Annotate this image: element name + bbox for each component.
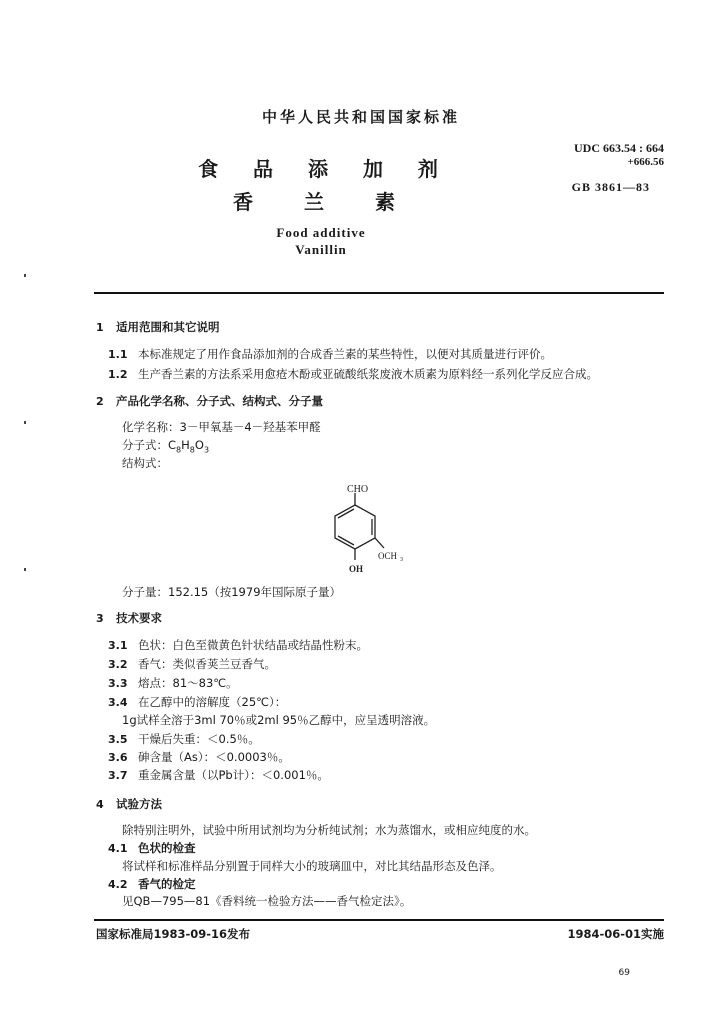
- chemical-name: 化学名称：3－甲氧基－4－羟基苯甲醛: [122, 420, 321, 434]
- clause-text: 在乙醇中的溶解度（25℃）：: [138, 695, 287, 709]
- formula-subscript: 8: [189, 445, 195, 455]
- structure-label: 结构式：: [122, 456, 168, 470]
- clause-4-1-heading: [108, 840, 196, 856]
- clause-text: 色状：白色至微黄色针状结晶或结晶性粉末。: [138, 638, 368, 652]
- formula-label: 分子式：: [122, 438, 168, 452]
- section-4-heading: [96, 796, 162, 812]
- clause-text: 生产香兰素的方法系采用愈疮木酚或亚硫酸纸浆废液木质素为原料经一系列化学反应合成。: [138, 367, 598, 381]
- benzene-ring: [335, 493, 384, 560]
- clause-text: 香气：类似香荚兰豆香气。: [138, 657, 276, 671]
- clause-4-2-heading: [108, 876, 196, 892]
- section-title: 技术要求: [116, 611, 162, 625]
- clause-number: 3.2: [108, 658, 128, 671]
- top-divider: [94, 292, 664, 294]
- clause-text: 熔点：81～83℃。: [138, 676, 238, 690]
- section-number: 4: [96, 798, 104, 811]
- clause-number: 3.3: [108, 677, 128, 690]
- section-number: 1: [96, 321, 104, 334]
- formula-element: C: [168, 438, 177, 452]
- aldehyde-group: CHO: [347, 484, 369, 495]
- scan-speck: [24, 274, 26, 277]
- clause-1-1: [108, 346, 552, 362]
- clause-number: 3.1: [108, 639, 128, 652]
- page-number: 69: [618, 968, 630, 978]
- udc-line1: UDC 663.54 : 664: [574, 141, 664, 155]
- section-2-heading: [96, 393, 323, 409]
- clause-text: 本标准规定了用作食品添加剂的合成香兰素的某些特性，以便对其质量进行评价。: [138, 347, 552, 361]
- clause-3-7: [108, 767, 329, 783]
- clause-text: 重金属含量（以Pb计）：＜0.001％。: [138, 768, 329, 782]
- formula-element: O: [194, 438, 204, 452]
- title-cn-line1: 食 品 添 加 剂: [198, 157, 452, 181]
- clause-number: 3.6: [108, 751, 128, 764]
- methoxy-group: OCH: [378, 551, 398, 561]
- clause-number: 1.2: [108, 368, 128, 381]
- section-number: 3: [96, 612, 104, 625]
- clause-number: 1.1: [108, 348, 128, 361]
- clause-text: 砷含量（As）：＜0.0003％。: [138, 750, 290, 764]
- clause-title: 色状的检查: [138, 841, 196, 855]
- gb-number: GB 3861—83: [571, 180, 650, 194]
- vanillin-structure: [320, 480, 440, 580]
- clause-3-3: [108, 675, 238, 691]
- section-3-heading: [96, 610, 162, 626]
- title-en-line1: Food additive: [276, 225, 366, 240]
- molecular-formula: [122, 437, 209, 454]
- clause-1-2: [108, 366, 598, 382]
- clause-3-4-continued: 1g试样全溶于3ml 70％或2ml 95％乙醇中，应呈透明溶液。: [122, 713, 436, 727]
- title-cn-line2: 香 兰 素: [233, 190, 417, 214]
- scan-speck: [24, 421, 26, 424]
- clause-3-5: [108, 731, 260, 747]
- clause-4-1-text: 将试样和标准样品分别置于同样大小的玻璃皿中，对比其结晶形态及色泽。: [122, 859, 502, 873]
- clause-number: 3.5: [108, 733, 128, 746]
- scan-speck: [24, 568, 26, 571]
- section-title: 试验方法: [116, 797, 162, 811]
- section-title: 产品化学名称、分子式、结构式、分子量: [116, 394, 323, 408]
- title-en-line2: Vanillin: [295, 242, 347, 257]
- clause-number: 3.7: [108, 769, 128, 782]
- clause-number: 4.1: [108, 842, 128, 855]
- methoxy-subscript: 3: [400, 557, 403, 563]
- hydroxyl-group: OH: [349, 564, 364, 574]
- issue-date: 国家标准局1983-09-16发布: [96, 927, 251, 941]
- formula-element: H: [181, 438, 190, 452]
- clause-title: 香气的检定: [138, 877, 196, 891]
- clause-3-4: [108, 694, 286, 710]
- bottom-divider: [94, 919, 664, 921]
- section-title: 适用范围和其它说明: [116, 320, 220, 334]
- clause-text: 干燥后失重：＜0.5％。: [138, 732, 260, 746]
- clause-3-1: [108, 637, 368, 653]
- clause-3-6: [108, 749, 290, 765]
- molecular-weight: 分子量：152.15（按1979年国际原子量）: [122, 585, 342, 599]
- clause-number: 4.2: [108, 878, 128, 891]
- formula-subscript: 3: [203, 445, 210, 455]
- clause-3-2: [108, 656, 276, 672]
- effective-date: 1984-06-01实施: [567, 927, 664, 941]
- section-1-heading: [96, 319, 220, 335]
- udc-line2: +666.56: [627, 156, 664, 168]
- national-standard-header: 中华人民共和国国家标准: [261, 108, 460, 126]
- clause-4-2-text: 见QB—795—81《香料统一检验方法——香气检定法》。: [122, 894, 412, 908]
- section-4-intro: 除特别注明外，试验中所用试剂均为分析纯试剂；水为蒸馏水，或相应纯度的水。: [122, 823, 536, 837]
- formula-subscript: 8: [176, 445, 182, 455]
- section-number: 2: [96, 395, 104, 408]
- clause-number: 3.4: [108, 696, 128, 709]
